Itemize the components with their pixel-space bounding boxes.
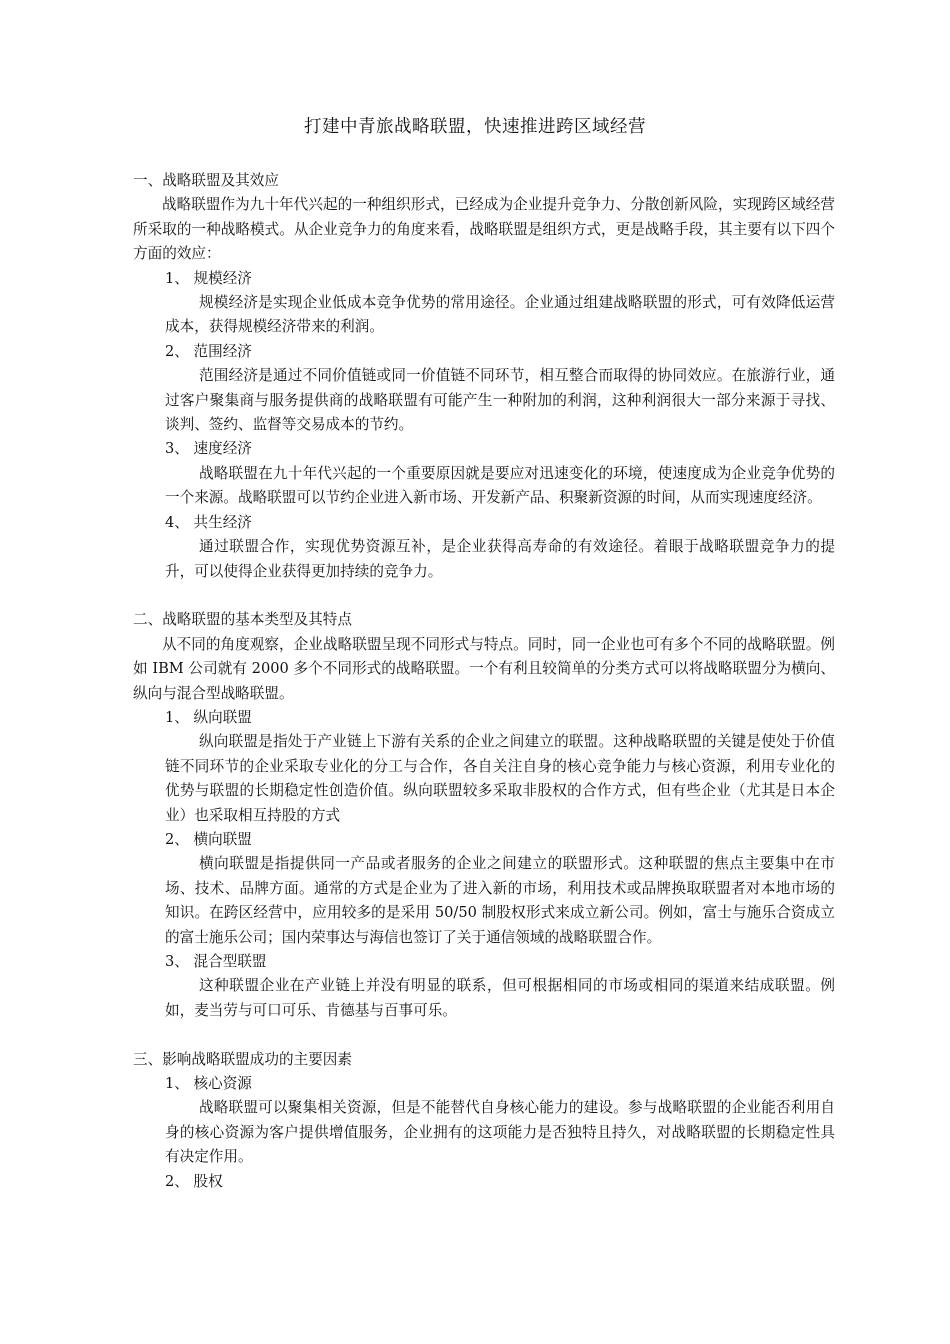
section-intro: 战略联盟作为九十年代兴起的一种组织形式，已经成为企业提升竞争力、分散创新风险，实现跨区域经营所采取的一种战略模式。从企业竞争力的角度来看，战略联盟是组织方式，更是战略手段，其主要有以下四个方面的效应： [133,196,835,263]
subsection-heading: 1、 纵向联盟 [165,708,252,726]
section-heading: 一、战略联盟及其效应 [133,172,279,189]
section-heading: 三、影响战略联盟成功的主要因素 [133,1050,352,1068]
subsection-text: 战略联盟在九十年代兴起的一个重要原因就是要应对迅速变化的环境，使速度成为企业竞争优势的一个来源。战略联盟可以节约企业进入新市场、开发新产品、积聚新资源的时间，从而实现速度经济。 [165,464,835,507]
section-heading: 二、战略联盟的基本类型及其特点 [133,611,352,629]
subsection-heading: 3、 混合型联盟 [165,952,267,970]
document-title: 打建中青旅战略联盟，快速推进跨区域经营 [304,117,646,137]
subsection-text: 战略联盟可以聚集相关资源，但是不能替代自身核心能力的建设。参与战略联盟的企业能否利用自身的核心资源为客户提供增值服务，企业拥有的这项能力是否独特且持久，对战略联盟的长期稳定性具有决定作用。 [165,1099,835,1166]
subsection-heading: 2、 范围经济 [165,342,252,360]
section-intro: 从不同的角度观察，企业战略联盟呈现不同形式与特点。同时，同一企业也可有多个不同的战略联盟。例如 IBM 公司就有 2000 多个不同形式的战略联盟。一个有利且较简单的分类方式可以将战略联盟分为横向、纵向与混合型战略联盟。 [133,635,835,702]
subsection-heading: 1、 规模经济 [165,269,252,287]
subsection-heading: 3、 速度经济 [165,440,252,458]
subsection-heading: 4、 共生经济 [165,513,252,531]
subsection-text: 纵向联盟是指处于产业链上下游有关系的企业之间建立的联盟。这种战略联盟的关键是使处于价值链不同环节的企业采取专业化的分工与合作，各自关注自身的核心竞争能力与核心资源，利用专业化的优势与联盟的长期稳定性创造价值。纵向联盟较多采取非股权的合作方式，但有些企业（尤其是日本企业）也采取相互持股的方式 [165,733,835,824]
subsection-heading: 1、 核心资源 [165,1075,252,1092]
subsection-heading: 2、 横向联盟 [165,830,252,848]
subsection-text: 规模经济是实现企业低成本竞争优势的常用途径。企业通过组建战略联盟的形式，可有效降低运营成本，获得规模经济带来的利润。 [165,294,835,336]
subsection-text: 通过联盟合作，实现优势资源互补，是企业获得高寿命的有效途径。着眼于战略联盟竞争力的提升，可以使得企业获得更加持续的竞争力。 [165,538,835,580]
document-body [133,169,835,1194]
subsection-text: 范围经济是通过不同价值链或同一价值链不同环节，相互整合而取得的协同效应。在旅游行业，通过客户聚集商与服务提供商的战略联盟有可能产生一种附加的利润，这种利润很大一部分来源于寻找、谈判、签约、监督等交易成本的节约。 [165,367,835,434]
subsection-text: 横向联盟是指提供同一产品或者服务的企业之间建立的联盟形式。这种联盟的焦点主要集中在市场、技术、品牌方面。通常的方式是企业为了进入新的市场，利用技术或品牌换取联盟者对本地市场的知识。在跨区经营中，应用较多的是采用 50/50 制股权形式来成立新公司。例如，富士与施乐合资成立的富士施乐公司；国内荣事达与海信也签订了关于通信领域的战略联盟合作。 [165,855,835,946]
subsection-text: 这种联盟企业在产业链上并没有明显的联系，但可根据相同的市场或相同的渠道来结成联盟。例如，麦当劳与可口可乐、肯德基与百事可乐。 [165,977,835,1019]
paragraph-gap [133,584,835,608]
subsection-heading: 2、 股权 [165,1172,223,1190]
paragraph-gap [133,1023,835,1047]
